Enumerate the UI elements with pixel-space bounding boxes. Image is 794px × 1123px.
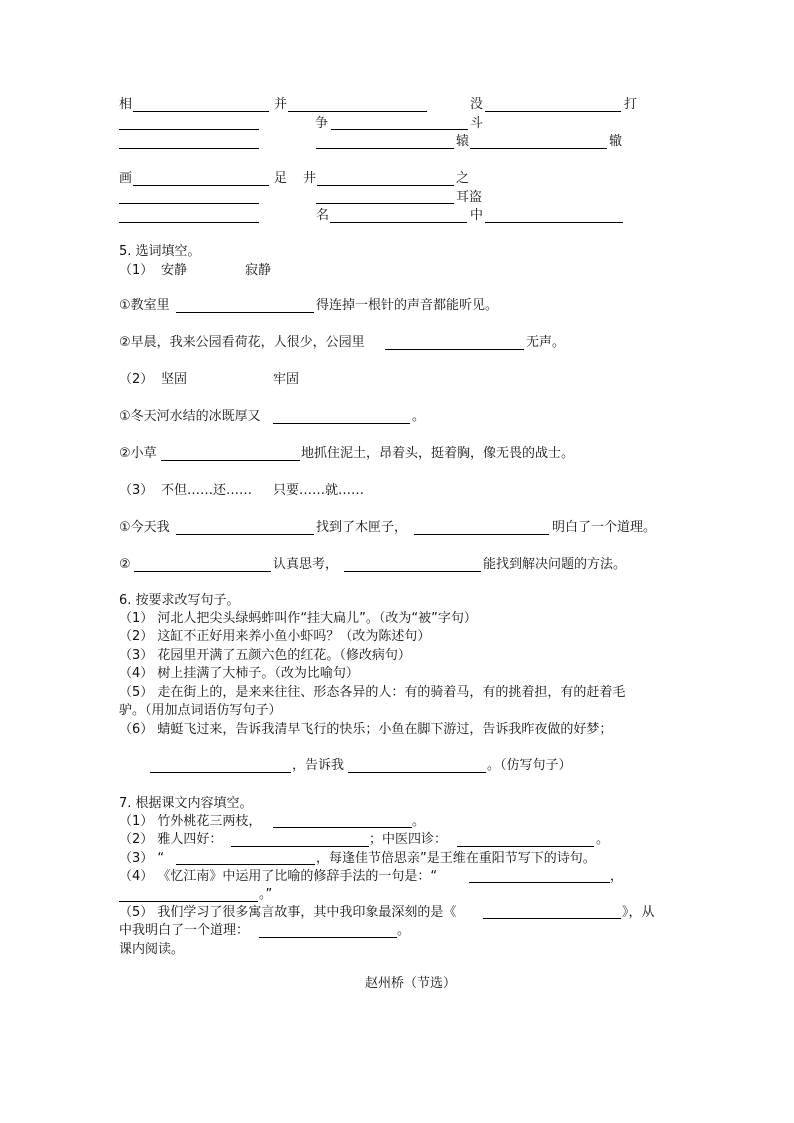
sentence-suffix: 地抓住泥土，昂着头，挺着胸，像无畏的战士。 <box>301 446 575 461</box>
answer-blank[interactable] <box>231 846 369 847</box>
answer-blank[interactable] <box>457 846 594 847</box>
sentence-prefix: ①冬天河水结的冰既厚又 <box>119 409 261 424</box>
sentence-suffix: 。（仿写句子） <box>487 758 572 773</box>
idiom-char: 没 <box>470 97 484 112</box>
answer-blank[interactable] <box>259 937 397 938</box>
sentence-suffix: 得连掉一根针的声音都能听见。 <box>316 298 499 313</box>
answer-blank[interactable] <box>150 772 291 773</box>
q6-item: （4） 树上挂满了大柿子。（改为比喻句） <box>119 666 359 681</box>
answer-blank[interactable] <box>176 312 314 313</box>
word-option: 安静 <box>161 263 188 278</box>
q6-item: （6） 蜻蜓飞过来，告诉我清早飞行的快乐；小鱼在脚下游过，告诉我昨夜做的好梦； <box>119 722 613 737</box>
q7-item: （5） 我们学习了很多寓言故事，其中我印象最深刻的是《 <box>119 905 457 920</box>
q6-item: 驴。（用加点词语仿写句子） <box>119 703 282 718</box>
sentence-middle: 认真思考， <box>273 557 339 572</box>
sentence-prefix: ①教室里 <box>119 298 170 313</box>
idiom-char: 并 <box>274 97 288 112</box>
idiom-char: 之 <box>456 171 470 186</box>
answer-blank[interactable] <box>119 901 258 902</box>
reading-passage-title: 赵州桥（节选） <box>365 976 457 991</box>
sentence-prefix: ②小草 <box>119 446 157 461</box>
answer-blank[interactable] <box>485 222 623 223</box>
reading-label: 课内阅读。 <box>119 942 185 957</box>
q6-item: （2） 这缸不正好用来养小鱼小虾吗？（改为陈述句） <box>119 629 431 644</box>
q7-item: （3） “ <box>119 851 165 866</box>
q5-part2-number: （2） <box>119 372 154 387</box>
idiom-char: 名 <box>316 208 330 223</box>
sentence-suffix: 。 <box>412 814 426 829</box>
q6-item: （3） 花园里开满了五颜六色的红花。（修改病句） <box>119 648 411 663</box>
answer-blank[interactable] <box>273 827 412 828</box>
q5-part3-number: （3） <box>119 483 154 498</box>
idiom-char: 辙 <box>609 134 623 149</box>
sentence-suffix: 。” <box>259 887 273 902</box>
sentence-prefix: ② <box>119 557 131 572</box>
q7-title: 7. 根据课文内容填空。 <box>119 796 253 811</box>
idiom-char: 相 <box>119 97 133 112</box>
answer-blank[interactable] <box>119 222 259 223</box>
sentence-prefix: ①今天我 <box>119 520 170 535</box>
answer-blank[interactable] <box>483 918 621 919</box>
answer-blank[interactable] <box>414 534 549 535</box>
answer-blank[interactable] <box>331 129 468 130</box>
q7-item: （1） 竹外桃花三两枝， <box>119 814 262 829</box>
word-option: 寂静 <box>245 263 272 278</box>
answer-blank[interactable] <box>485 111 621 112</box>
answer-blank[interactable] <box>348 772 486 773</box>
idiom-char: 打 <box>624 97 638 112</box>
idiom-char: 中 <box>470 208 484 223</box>
sentence-suffix: 》，从 <box>622 905 655 920</box>
idiom-char: 斗 <box>470 116 484 131</box>
answer-blank[interactable] <box>288 111 427 112</box>
q6-title: 6. 按要求改写句子。 <box>119 593 240 608</box>
answer-blank[interactable] <box>119 129 259 130</box>
answer-blank[interactable] <box>470 148 607 149</box>
word-option: 牢固 <box>273 372 300 387</box>
answer-blank[interactable] <box>119 203 259 204</box>
q6-item: （1） 河北人把尖头绿蚂蚱叫作“挂大扁儿”。（改为“被”字句） <box>119 611 477 626</box>
answer-blank[interactable] <box>316 203 454 204</box>
idiom-char: 耳盗 <box>456 190 483 205</box>
sentence-suffix: 无声。 <box>526 335 566 350</box>
idiom-char: 画 <box>119 171 133 186</box>
word-option: 坚固 <box>161 372 188 387</box>
sentence-middle: ；中医四诊： <box>369 832 448 847</box>
answer-blank[interactable] <box>385 349 524 350</box>
sentence-middle: ，告诉我 <box>292 758 345 773</box>
idiom-char: 足 <box>274 171 288 186</box>
q5-title: 5. 选词填空。 <box>119 244 201 259</box>
q7-item: 中我明白了一个道理： <box>119 923 250 938</box>
answer-blank[interactable] <box>161 460 300 461</box>
answer-blank[interactable] <box>316 148 454 149</box>
q7-item: （2） 雅人四好： <box>119 832 223 847</box>
sentence-suffix: 。 <box>596 832 610 847</box>
sentence-suffix: ，每逢佳节倍思亲”是王维在重阳节写下的诗句。 <box>316 851 596 866</box>
answer-blank[interactable] <box>119 148 259 149</box>
sentence-middle: 找到了木匣子， <box>316 520 408 535</box>
answer-blank[interactable] <box>344 571 481 572</box>
answer-blank[interactable] <box>134 571 271 572</box>
q5-part1-number: （1） <box>119 263 154 278</box>
word-option: 不但……还…… <box>161 483 253 498</box>
answer-blank[interactable] <box>273 423 410 424</box>
answer-blank[interactable] <box>176 864 315 865</box>
answer-blank[interactable] <box>133 185 269 186</box>
idiom-char: 争 <box>315 116 329 131</box>
answer-blank[interactable] <box>317 185 454 186</box>
answer-blank[interactable] <box>469 882 610 883</box>
sentence-middle: ， <box>610 869 624 884</box>
sentence-suffix: 明白了一个道理。 <box>552 520 657 535</box>
q6-item: （5） 走在街上的，是来来往往、形态各异的人：有的骑着马，有的挑着担，有的赶着毛 <box>119 685 626 700</box>
word-option: 只要……就…… <box>273 483 365 498</box>
sentence-prefix: ②早晨，我来公园看荷花，人很少，公园里 <box>119 335 365 350</box>
answer-blank[interactable] <box>176 534 314 535</box>
sentence-suffix: 。 <box>412 409 426 424</box>
idiom-char: 辕 <box>456 134 470 149</box>
answer-blank[interactable] <box>133 111 269 112</box>
answer-blank[interactable] <box>330 222 467 223</box>
sentence-suffix: 。 <box>397 923 411 938</box>
q7-item: （4） 《忆江南》中运用了比喻的修辞手法的一句是：“ <box>119 869 438 884</box>
sentence-suffix: 能找到解决问题的方法。 <box>483 557 627 572</box>
idiom-char: 井 <box>303 171 317 186</box>
